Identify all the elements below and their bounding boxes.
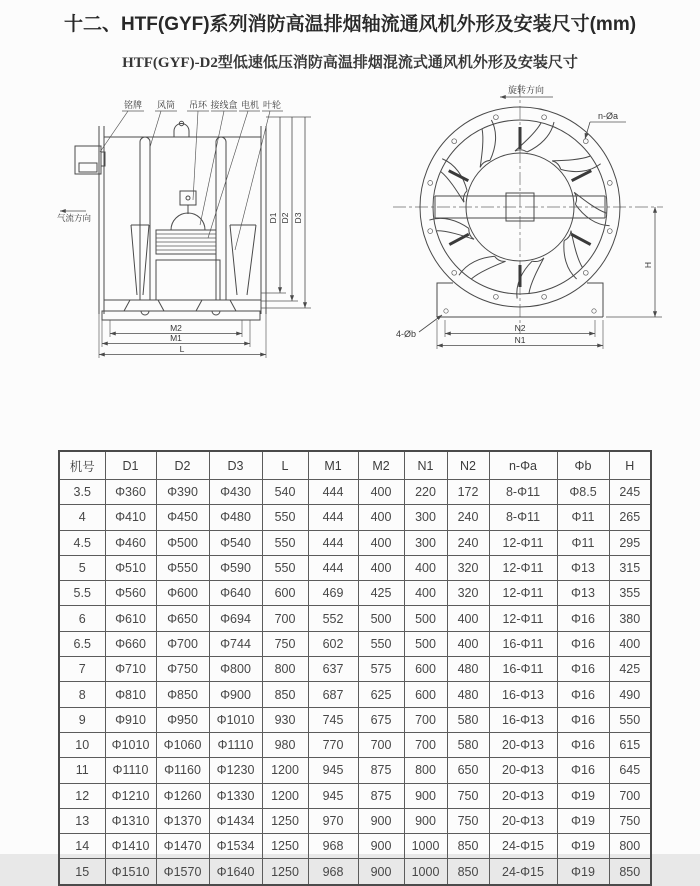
table-cell: 320 (447, 581, 489, 606)
table-cell: 400 (358, 530, 404, 555)
dimensions-table (58, 450, 652, 886)
dim-label-l: L (179, 344, 185, 354)
table-cell: 400 (404, 555, 447, 580)
side-view-drawing (30, 90, 360, 375)
table-cell: 8 (59, 682, 105, 707)
dim-label-d3: D3 (293, 212, 303, 224)
table-cell: 550 (262, 505, 308, 530)
table-cell: 4.5 (59, 530, 105, 555)
column-header: 机号 (59, 451, 105, 480)
table-cell: Φ1160 (156, 758, 209, 783)
table-cell: Φ11 (557, 505, 609, 530)
dim-label-m1: M1 (170, 333, 182, 343)
table-cell: 400 (358, 480, 404, 505)
table-cell: 875 (358, 758, 404, 783)
table-cell: 490 (609, 682, 651, 707)
table-row (59, 606, 651, 631)
dim-label-d1: D1 (268, 212, 278, 224)
table-cell: 15 (59, 859, 105, 885)
table-cell: 800 (262, 657, 308, 682)
table-cell: Φ16 (557, 606, 609, 631)
table-cell: Φ390 (156, 480, 209, 505)
table-row (59, 859, 651, 885)
dim-label-m2: M2 (170, 323, 182, 333)
table-cell: 240 (447, 505, 489, 530)
table-cell: Φ1370 (156, 808, 209, 833)
table-row (59, 480, 651, 505)
table-cell: Φ1060 (156, 732, 209, 757)
table-cell: 6.5 (59, 631, 105, 656)
table-cell: 16-Φ11 (489, 631, 557, 656)
front-view-drawing (385, 80, 700, 370)
table-cell: 400 (447, 606, 489, 631)
table-cell: 444 (308, 530, 358, 555)
part-label-nameplate: 铭牌 (123, 100, 143, 110)
table-cell: Φ710 (105, 657, 156, 682)
table-cell: Φ8.5 (557, 480, 609, 505)
table-cell: 300 (404, 505, 447, 530)
table-cell: 3.5 (59, 480, 105, 505)
table-cell: 295 (609, 530, 651, 555)
table-cell: 700 (262, 606, 308, 631)
table-cell: 12-Φ11 (489, 555, 557, 580)
table-cell: Φ13 (557, 555, 609, 580)
table-cell: 11 (59, 758, 105, 783)
table-cell: Φ16 (557, 707, 609, 732)
table-cell: Φ1510 (105, 859, 156, 885)
column-header: M1 (308, 451, 358, 480)
table-cell: 800 (404, 758, 447, 783)
table-cell: 687 (308, 682, 358, 707)
table-cell: Φ430 (209, 480, 262, 505)
table-cell: 750 (262, 631, 308, 656)
table-cell: 355 (609, 581, 651, 606)
table-cell: Φ850 (156, 682, 209, 707)
table-cell: 745 (308, 707, 358, 732)
table-cell: Φ410 (105, 505, 156, 530)
table-cell: Φ19 (557, 859, 609, 885)
table-cell: Φ500 (156, 530, 209, 555)
table-cell: Φ810 (105, 682, 156, 707)
table-cell: 550 (262, 555, 308, 580)
table-cell: Φ640 (209, 581, 262, 606)
part-label-duct: 风筒 (156, 100, 176, 110)
flange-holes-label: n-Øa (597, 111, 619, 121)
column-header: D1 (105, 451, 156, 480)
table-cell: 9 (59, 707, 105, 732)
table-cell: Φ1570 (156, 859, 209, 885)
table-cell: 480 (447, 657, 489, 682)
table-cell: Φ550 (156, 555, 209, 580)
table-cell: Φ700 (156, 631, 209, 656)
table-cell: 650 (447, 758, 489, 783)
table-cell: Φ16 (557, 732, 609, 757)
rotation-direction (500, 84, 553, 97)
part-label-junction-box: 接线盒 (210, 100, 238, 110)
table-row (59, 555, 651, 580)
table-cell: Φ19 (557, 834, 609, 859)
table-cell: 968 (308, 859, 358, 885)
airflow-label: 气流方向 (56, 213, 92, 223)
table-cell: 900 (404, 808, 447, 833)
table-cell: 245 (609, 480, 651, 505)
table-cell: Φ1470 (156, 834, 209, 859)
table-cell: 240 (447, 530, 489, 555)
table-cell: Φ1010 (105, 732, 156, 757)
foot-holes-callout (396, 315, 442, 339)
table-row (59, 682, 651, 707)
table-cell: Φ1260 (156, 783, 209, 808)
table-cell: 6 (59, 606, 105, 631)
table-cell: 1200 (262, 758, 308, 783)
table-cell: 970 (308, 808, 358, 833)
table-cell: Φ16 (557, 631, 609, 656)
table-cell: 750 (447, 783, 489, 808)
table-cell: 14 (59, 834, 105, 859)
table-cell: 444 (308, 480, 358, 505)
table-cell: Φ16 (557, 657, 609, 682)
airflow-direction (57, 211, 92, 223)
table-cell: 12-Φ11 (489, 581, 557, 606)
fan-casing (99, 126, 266, 314)
table-cell: Φ11 (557, 530, 609, 555)
table-cell: 20-Φ13 (489, 732, 557, 757)
table-cell: 265 (609, 505, 651, 530)
table-cell: 550 (358, 631, 404, 656)
lifting-ring (174, 121, 189, 137)
table-row (59, 707, 651, 732)
table-cell: Φ910 (105, 707, 156, 732)
table-cell: 1250 (262, 859, 308, 885)
table-cell: 4 (59, 505, 105, 530)
table-cell: 700 (609, 783, 651, 808)
table-cell: 16-Φ13 (489, 707, 557, 732)
table-cell: 875 (358, 783, 404, 808)
nameplate (75, 146, 105, 174)
dim-label-d2: D2 (280, 212, 290, 224)
flange-holes-callout (585, 111, 626, 139)
table-cell: Φ660 (105, 631, 156, 656)
table-cell: Φ1534 (209, 834, 262, 859)
table-cell: Φ800 (209, 657, 262, 682)
table-row (59, 530, 651, 555)
table-cell: 320 (447, 555, 489, 580)
table-cell: 600 (404, 682, 447, 707)
foot-holes-label: 4-Øb (395, 329, 417, 339)
table-cell: Φ1410 (105, 834, 156, 859)
table-cell: 12-Φ11 (489, 606, 557, 631)
table-cell: Φ560 (105, 581, 156, 606)
table-cell: Φ1640 (209, 859, 262, 885)
table-cell: 750 (447, 808, 489, 833)
table-cell: 900 (358, 859, 404, 885)
table-cell: 550 (609, 707, 651, 732)
dim-label-n1: N1 (514, 335, 526, 345)
table-cell: 1250 (262, 834, 308, 859)
table-cell: 550 (262, 530, 308, 555)
table-cell: 400 (404, 581, 447, 606)
column-header: n-Φa (489, 451, 557, 480)
table-cell: 5 (59, 555, 105, 580)
table-cell: Φ510 (105, 555, 156, 580)
table-cell: 16-Φ13 (489, 682, 557, 707)
table-cell: Φ610 (105, 606, 156, 631)
table-cell: Φ19 (557, 783, 609, 808)
table-cell: 850 (447, 834, 489, 859)
table-cell: 20-Φ13 (489, 758, 557, 783)
table-cell: 24-Φ15 (489, 834, 557, 859)
table-cell: Φ650 (156, 606, 209, 631)
table-cell: Φ460 (105, 530, 156, 555)
table-cell: 8-Φ11 (489, 480, 557, 505)
table-row (59, 581, 651, 606)
table-cell: 13 (59, 808, 105, 833)
table-cell: Φ1010 (209, 707, 262, 732)
rotation-label: 旋转方向 (507, 85, 545, 95)
table-cell: 637 (308, 657, 358, 682)
table-cell: 700 (404, 707, 447, 732)
table-cell: 24-Φ15 (489, 859, 557, 885)
table-row (59, 732, 651, 757)
table-cell: 800 (609, 834, 651, 859)
part-label-lifting-ring: 吊环 (188, 100, 208, 110)
table-cell: Φ360 (105, 480, 156, 505)
table-cell: 469 (308, 581, 358, 606)
table-cell: 615 (609, 732, 651, 757)
table-cell: 945 (308, 758, 358, 783)
table-cell: 172 (447, 480, 489, 505)
table-cell: Φ600 (156, 581, 209, 606)
table-cell: 600 (262, 581, 308, 606)
table-row (59, 657, 651, 682)
table-cell: 444 (308, 555, 358, 580)
table-cell: 645 (609, 758, 651, 783)
table-cell: 7 (59, 657, 105, 682)
table-cell: 400 (358, 555, 404, 580)
length-dimensions (99, 314, 266, 358)
dim-label-h: H (643, 261, 653, 269)
table-cell: 500 (358, 606, 404, 631)
table-cell: 444 (308, 505, 358, 530)
table-cell: 400 (609, 631, 651, 656)
base-dimensions (437, 320, 603, 349)
part-label-impeller: 叶轮 (262, 100, 282, 110)
table-cell: 968 (308, 834, 358, 859)
table-cell: 900 (404, 783, 447, 808)
table-cell: 602 (308, 631, 358, 656)
table-cell: 500 (404, 631, 447, 656)
table-cell: 552 (308, 606, 358, 631)
diameter-dimensions (261, 117, 311, 308)
table-cell: 770 (308, 732, 358, 757)
table-cell: 1000 (404, 859, 447, 885)
table-cell: Φ744 (209, 631, 262, 656)
table-cell: 850 (609, 859, 651, 885)
table-cell: Φ540 (209, 530, 262, 555)
table-row (59, 808, 651, 833)
table-cell: 20-Φ13 (489, 808, 557, 833)
table-cell: 10 (59, 732, 105, 757)
table-row (59, 758, 651, 783)
table-cell: 580 (447, 707, 489, 732)
table-cell: 5.5 (59, 581, 105, 606)
table-cell: 580 (447, 732, 489, 757)
table-cell: 900 (358, 808, 404, 833)
page-subtitle: HTF(GYF)-D2型低速低压消防高温排烟混流式通风机外形及安装尺寸 (122, 55, 578, 71)
table-cell: 1000 (404, 834, 447, 859)
table-cell: Φ1110 (105, 758, 156, 783)
part-label-motor: 电机 (240, 100, 260, 110)
table-row (59, 631, 651, 656)
table-cell: 500 (404, 606, 447, 631)
column-header: N1 (404, 451, 447, 480)
table-cell: 400 (358, 505, 404, 530)
table-cell: 850 (262, 682, 308, 707)
table-row (59, 505, 651, 530)
table-cell: Φ16 (557, 682, 609, 707)
column-header: H (609, 451, 651, 480)
table-cell: Φ19 (557, 808, 609, 833)
table-header-row (59, 451, 651, 480)
table-cell: 930 (262, 707, 308, 732)
table-cell: 425 (609, 657, 651, 682)
table-cell: Φ480 (209, 505, 262, 530)
table-cell: Φ694 (209, 606, 262, 631)
column-header: M2 (358, 451, 404, 480)
table-cell: Φ750 (156, 657, 209, 682)
dim-label-n2: N2 (514, 323, 526, 333)
table-cell: 945 (308, 783, 358, 808)
table-cell: 480 (447, 682, 489, 707)
table-cell: 900 (358, 834, 404, 859)
height-dimension (606, 207, 662, 317)
table-cell: 315 (609, 555, 651, 580)
table-row (59, 783, 651, 808)
table-cell: Φ450 (156, 505, 209, 530)
table-cell: 300 (404, 530, 447, 555)
table-cell: 625 (358, 682, 404, 707)
mounting-base (102, 300, 260, 320)
table-cell: 980 (262, 732, 308, 757)
table-cell: 575 (358, 657, 404, 682)
table-cell: 380 (609, 606, 651, 631)
table-cell: 400 (447, 631, 489, 656)
table-cell: 600 (404, 657, 447, 682)
table-cell: Φ590 (209, 555, 262, 580)
column-header: L (262, 451, 308, 480)
table-cell: Φ13 (557, 581, 609, 606)
table-cell: Φ1230 (209, 758, 262, 783)
table-cell: 750 (609, 808, 651, 833)
table-cell: 220 (404, 480, 447, 505)
table-cell: 425 (358, 581, 404, 606)
table-cell: Φ1330 (209, 783, 262, 808)
table-cell: 8-Φ11 (489, 505, 557, 530)
table-cell: 1200 (262, 783, 308, 808)
table-cell: 675 (358, 707, 404, 732)
table-cell: 12 (59, 783, 105, 808)
column-header: D3 (209, 451, 262, 480)
table-cell: Φ1210 (105, 783, 156, 808)
column-header: N2 (447, 451, 489, 480)
table-cell: Φ1110 (209, 732, 262, 757)
motor (156, 213, 216, 254)
table-row (59, 834, 651, 859)
table-cell: 1250 (262, 808, 308, 833)
table-cell: 12-Φ11 (489, 530, 557, 555)
table-cell: Φ900 (209, 682, 262, 707)
table-cell: Φ950 (156, 707, 209, 732)
table-cell: Φ1310 (105, 808, 156, 833)
table-cell: Φ16 (557, 758, 609, 783)
column-header: Φb (557, 451, 609, 480)
table-cell: 850 (447, 859, 489, 885)
table-cell: 700 (404, 732, 447, 757)
column-header: D2 (156, 451, 209, 480)
page-title: 十二、HTF(GYF)系列消防高温排烟轴流通风机外形及安装尺寸(mm) (63, 14, 637, 35)
table-cell: 700 (358, 732, 404, 757)
table-cell: Φ1434 (209, 808, 262, 833)
table-cell: 20-Φ13 (489, 783, 557, 808)
table-cell: 540 (262, 480, 308, 505)
table-cell: 16-Φ11 (489, 657, 557, 682)
